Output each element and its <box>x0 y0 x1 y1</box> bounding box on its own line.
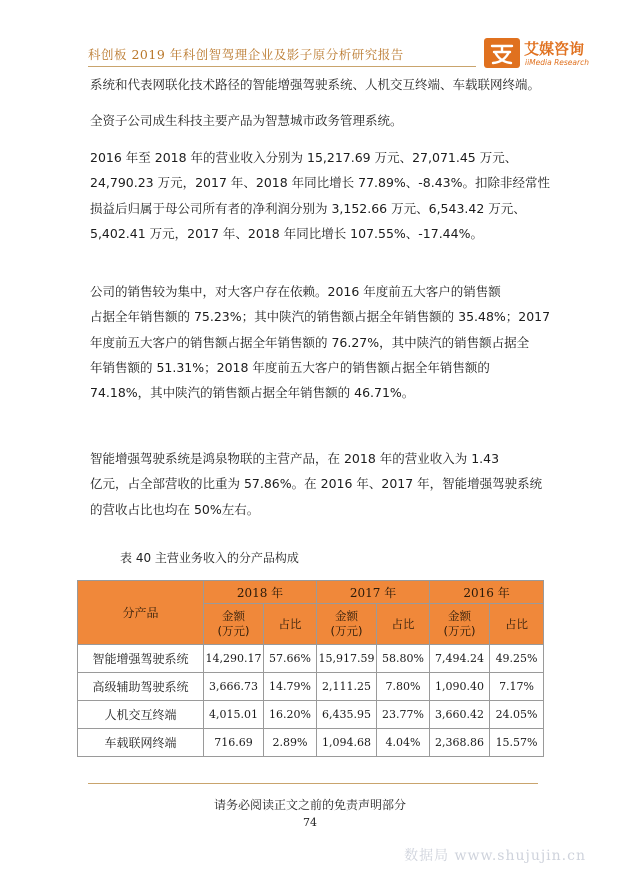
table-cell: 7.17% <box>490 673 544 701</box>
table-caption: 表 40 主营业务收入的分产品构成 <box>120 551 299 565</box>
logo-text-en: iiMedia Research <box>525 58 589 67</box>
table-cell: 7.80% <box>377 673 430 701</box>
table-cell: 3,666.73 <box>204 673 264 701</box>
paragraph-2 <box>90 108 530 133</box>
table-cell: 15,917.59 <box>317 645 377 673</box>
paragraph-revenue <box>90 145 551 246</box>
table-cell: 24.05% <box>490 701 544 729</box>
table-cell: 58.80% <box>377 645 430 673</box>
paragraph-line: 亿元，占全部营收的比重为 57.86%。在 2016 年、2017 年，智能增强驾驶系统 <box>90 476 543 492</box>
table-header-year: 2018 年 <box>204 581 317 604</box>
paragraph-line: 的营收占比也均在 50%左右。 <box>90 501 260 517</box>
table-header-year: 2016 年 <box>430 581 544 604</box>
brand-logo <box>484 38 604 74</box>
table-cell: 2,111.25 <box>317 673 377 701</box>
table-cell: 2.89% <box>264 729 317 757</box>
paragraph-line: 系统和代表网联化技术路径的智能增强驾驶系统、人机交互终端、车载联网终端。 <box>90 77 541 92</box>
table-cell: 4,015.01 <box>204 701 264 729</box>
table-cell: 3,660.42 <box>430 701 490 729</box>
table-cell: 1,094.68 <box>317 729 377 757</box>
table-cell-product: 高级辅助驾驶系统 <box>78 673 204 701</box>
table-header-amount-line: 金额 <box>222 609 245 623</box>
table-header-share: 占比 <box>377 604 430 645</box>
paragraph-customers <box>90 279 551 405</box>
table-row <box>78 645 544 673</box>
paragraph-line: 占据全年销售额的 75.23%；其中陕汽的销售额占据全年销售额的 35.48%；2017 <box>90 309 551 325</box>
table-header-category: 分产品 <box>78 581 204 645</box>
table-header-amount <box>430 604 490 645</box>
logo-mark-icon <box>484 38 520 68</box>
paragraph-line: 损益后归属于母公司所有者的净利润分别为 3,152.66 万元、6,543.42 万元、 <box>90 200 526 216</box>
table-header-amount-line: 金额 <box>335 609 359 623</box>
table-row <box>78 673 544 701</box>
table-header-share: 占比 <box>490 604 544 645</box>
paragraph-1 <box>90 72 541 97</box>
header-divider <box>88 66 476 67</box>
table-cell: 716.69 <box>204 729 264 757</box>
table-cell: 1,090.40 <box>430 673 490 701</box>
table-cell: 6,435.95 <box>317 701 377 729</box>
revenue-by-product-table <box>77 580 544 757</box>
paragraph-line: 公司的销售较为集中，对大客户存在依赖。2016 年度前五大客户的销售额 <box>90 284 501 299</box>
paragraph-line: 2016 年至 2018 年的营业收入分别为 15,217.69 万元、27,071.45 万元、 <box>90 150 518 165</box>
table-cell: 16.20% <box>264 701 317 729</box>
paragraph-line: 全资子公司成生科技主要产品为智慧城市政务管理系统。 <box>90 113 403 128</box>
paragraph-line: 24,790.23 万元，2017 年、2018 年同比增长 77.89%、-8.43%。扣除非经常性 <box>90 175 551 191</box>
paragraph-line: 年销售额的 51.31%；2018 年度前五大客户的销售额占据全年销售额的 <box>90 359 490 375</box>
table-cell: 7,494.24 <box>430 645 490 673</box>
table-header-amount <box>317 604 377 645</box>
table-row <box>78 701 544 729</box>
table-row <box>78 729 544 757</box>
header-title: 科创板 2019 年科创智驾理企业及影子原分析研究报告 <box>88 47 404 62</box>
table-header-amount-line: 金额 <box>448 609 472 623</box>
table-header-amount-line: (万元) <box>443 624 476 638</box>
table-header-amount-line: (万元) <box>330 624 363 638</box>
table-cell: 57.66% <box>264 645 317 673</box>
table-cell: 23.77% <box>377 701 430 729</box>
disclaimer-note: 请务必阅读正文之前的免责声明部分 <box>213 798 406 812</box>
table-header-share: 占比 <box>264 604 317 645</box>
table-cell-product: 智能增强驾驶系统 <box>78 645 204 673</box>
paragraph-line: 5,402.41 万元，2017 年、2018 年同比增长 107.55%、-17.44%。 <box>90 225 483 241</box>
watermark: 数据局 www.shujujin.cn <box>404 848 586 864</box>
table-cell: 2,368.86 <box>430 729 490 757</box>
table-header-amount <box>204 604 264 645</box>
table-cell-product: 人机交互终端 <box>78 701 204 729</box>
footer-divider <box>88 783 538 784</box>
table-cell: 15.57% <box>490 729 544 757</box>
paragraph-main-product <box>90 446 543 522</box>
paragraph-line: 智能增强驾驶系统是鸿泉物联的主营产品，在 2018 年的营业收入为 1.43 <box>90 451 500 466</box>
paragraph-line: 74.18%，其中陕汽的销售额占据全年销售额的 46.71%。 <box>90 385 415 401</box>
table-header-year: 2017 年 <box>317 581 430 604</box>
table-cell: 4.04% <box>377 729 430 757</box>
table-cell: 14,290.17 <box>204 645 264 673</box>
logo-text-cn: 艾媒咨询 <box>524 40 585 58</box>
table-cell-product: 车载联网终端 <box>78 729 204 757</box>
table-cell: 14.79% <box>264 673 317 701</box>
table-cell: 49.25% <box>490 645 544 673</box>
paragraph-line: 年度前五大客户的销售额占据全年销售额的 76.27%，其中陕汽的销售额占据全 <box>90 334 530 350</box>
table-header-amount-line: (万元) <box>217 624 250 638</box>
page-number: 74 <box>303 816 317 829</box>
